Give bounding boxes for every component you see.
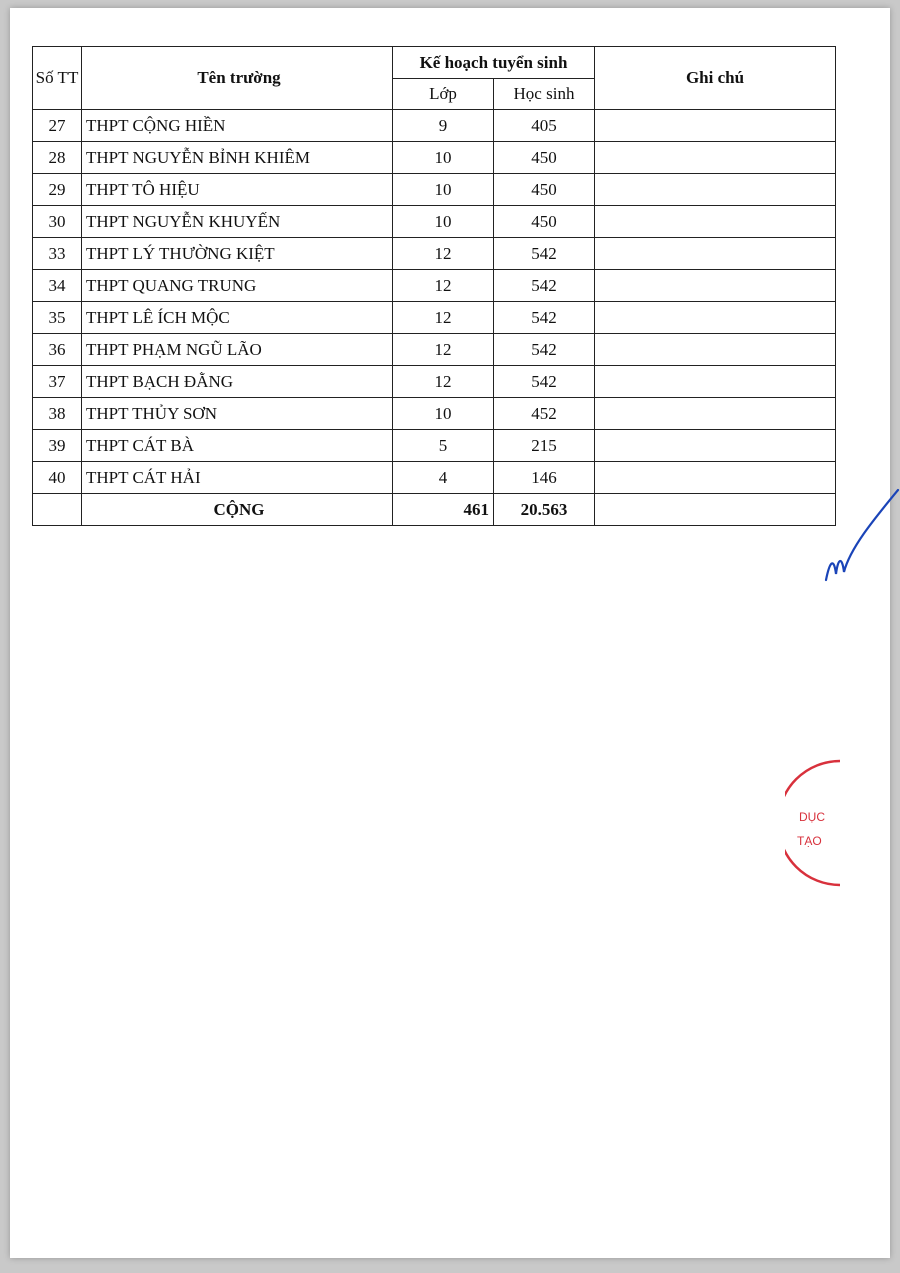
total-classes: 461 — [393, 494, 494, 526]
row-students: 405 — [494, 110, 595, 142]
header-stt: Số TT — [33, 47, 82, 110]
row-stt: 28 — [33, 142, 82, 174]
row-classes: 10 — [393, 174, 494, 206]
table-row — [33, 398, 836, 430]
enrollment-plan-table — [32, 46, 836, 526]
row-note — [595, 302, 836, 334]
row-stt: 34 — [33, 270, 82, 302]
row-school-name: THPT CÁT BÀ — [82, 430, 393, 462]
row-school-name: THPT LÝ THƯỜNG KIỆT — [82, 238, 393, 270]
row-classes: 12 — [393, 302, 494, 334]
header-enrollment-plan: Kế hoạch tuyển sinh — [393, 47, 595, 79]
row-note — [595, 430, 836, 462]
row-classes: 5 — [393, 430, 494, 462]
row-classes: 12 — [393, 270, 494, 302]
row-students: 542 — [494, 366, 595, 398]
table-row — [33, 366, 836, 398]
table-row — [33, 206, 836, 238]
row-classes: 12 — [393, 334, 494, 366]
total-students: 20.563 — [494, 494, 595, 526]
total-row — [33, 494, 836, 526]
header-note: Ghi chú — [595, 47, 836, 110]
row-classes: 12 — [393, 238, 494, 270]
signature-stroke — [826, 490, 898, 580]
row-school-name: THPT TÔ HIỆU — [82, 174, 393, 206]
table-row — [33, 270, 836, 302]
row-school-name: THPT QUANG TRUNG — [82, 270, 393, 302]
row-students: 452 — [494, 398, 595, 430]
row-students: 542 — [494, 270, 595, 302]
row-note — [595, 110, 836, 142]
row-stt: 29 — [33, 174, 82, 206]
row-note — [595, 398, 836, 430]
row-classes: 4 — [393, 462, 494, 494]
row-classes: 12 — [393, 366, 494, 398]
row-students: 542 — [494, 334, 595, 366]
row-stt: 39 — [33, 430, 82, 462]
table-row — [33, 302, 836, 334]
row-students: 450 — [494, 142, 595, 174]
row-school-name: THPT CỘNG HIỀN — [82, 110, 393, 142]
row-school-name: THPT CÁT HẢI — [82, 462, 393, 494]
row-stt: 36 — [33, 334, 82, 366]
row-stt: 38 — [33, 398, 82, 430]
row-note — [595, 174, 836, 206]
row-school-name: THPT LÊ ÍCH MỘC — [82, 302, 393, 334]
row-stt: 30 — [33, 206, 82, 238]
row-school-name: THPT NGUYỄN KHUYẾN — [82, 206, 393, 238]
table-row — [33, 462, 836, 494]
row-students: 542 — [494, 302, 595, 334]
row-stt: 27 — [33, 110, 82, 142]
table-row — [33, 334, 836, 366]
row-note — [595, 270, 836, 302]
row-school-name: THPT PHẠM NGŨ LÃO — [82, 334, 393, 366]
official-stamp — [785, 753, 875, 893]
row-classes: 9 — [393, 110, 494, 142]
row-note — [595, 206, 836, 238]
row-note — [595, 334, 836, 366]
row-note — [595, 462, 836, 494]
row-students: 215 — [494, 430, 595, 462]
row-classes: 10 — [393, 398, 494, 430]
document-page — [10, 8, 890, 1258]
row-stt: 35 — [33, 302, 82, 334]
row-school-name: THPT BẠCH ĐẰNG — [82, 366, 393, 398]
table-row — [33, 142, 836, 174]
row-classes: 10 — [393, 142, 494, 174]
total-stt — [33, 494, 82, 526]
table-row — [33, 430, 836, 462]
row-students: 542 — [494, 238, 595, 270]
row-stt: 33 — [33, 238, 82, 270]
header-students: Học sinh — [494, 79, 595, 110]
row-classes: 10 — [393, 206, 494, 238]
row-students: 146 — [494, 462, 595, 494]
table-body — [33, 110, 836, 494]
header-classes: Lớp — [393, 79, 494, 110]
signature-mark — [820, 488, 900, 588]
total-note — [595, 494, 836, 526]
stamp-text-line1: DỤC — [799, 810, 825, 824]
row-note — [595, 238, 836, 270]
table-row — [33, 238, 836, 270]
row-students: 450 — [494, 206, 595, 238]
header-school-name: Tên trường — [82, 47, 393, 110]
row-note — [595, 366, 836, 398]
row-school-name: THPT NGUYỄN BỈNH KHIÊM — [82, 142, 393, 174]
row-students: 450 — [494, 174, 595, 206]
row-stt: 37 — [33, 366, 82, 398]
table-row — [33, 174, 836, 206]
row-stt: 40 — [33, 462, 82, 494]
stamp-text-line2: TẠO — [797, 834, 822, 848]
table-row — [33, 110, 836, 142]
row-school-name: THPT THỦY SƠN — [82, 398, 393, 430]
total-label: CỘNG — [82, 494, 393, 526]
row-note — [595, 142, 836, 174]
